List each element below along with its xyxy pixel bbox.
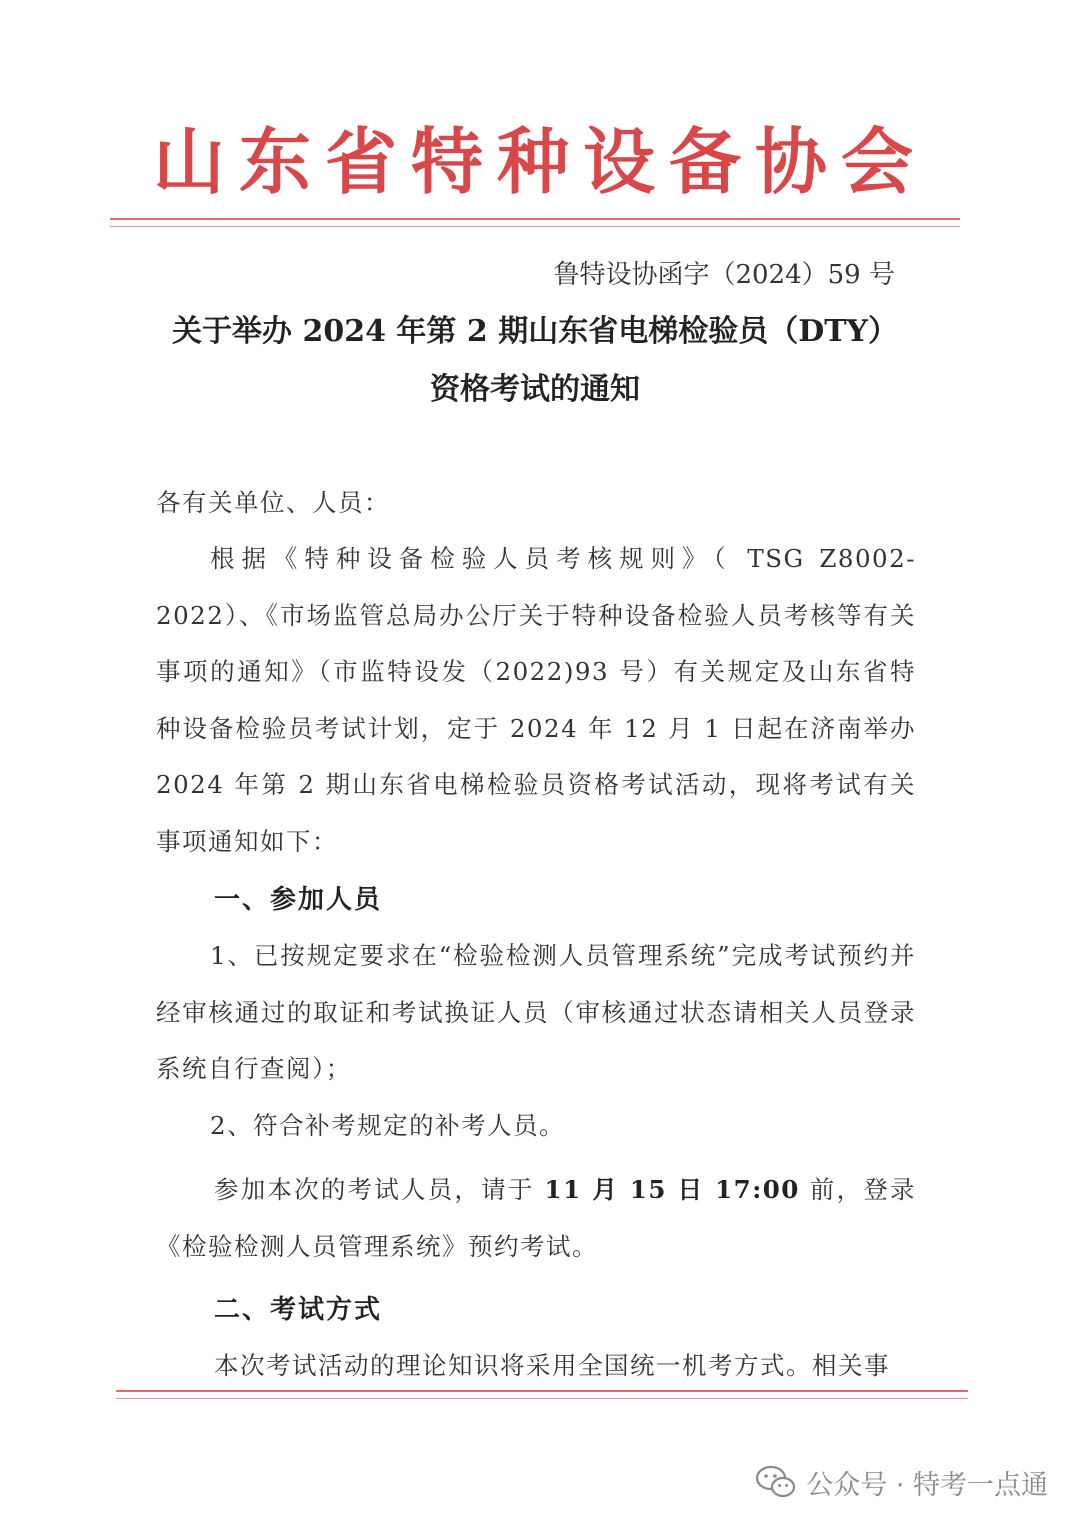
letterhead-rule-bottom: [110, 226, 960, 227]
paragraph-registration: [156, 1162, 916, 1275]
paragraph-exam-method: 本次考试活动的理论知识将采用全国统一机考方式。相关事: [214, 1351, 890, 1380]
section-heading-participants: 一、参加人员: [214, 885, 383, 915]
letterhead-rule-top: [110, 218, 960, 220]
registration-deadline: 11 月 15 日 17:00: [544, 1175, 800, 1204]
registration-text-prefix: 参加本次的考试人员，请于: [214, 1175, 545, 1204]
footer-rule-bottom: [116, 1398, 968, 1399]
document-number: 鲁特设协函字（2024）59 号: [553, 260, 895, 290]
salutation: 各有关单位、人员：: [156, 488, 390, 517]
wechat-icon: [756, 1465, 796, 1499]
footer-rule-top: [116, 1390, 968, 1392]
notice-title-line1: 关于举办 2024 年第 2 期山东省电梯检验员（DTY）: [172, 314, 898, 349]
notice-title-line2: 资格考试的通知: [430, 372, 640, 407]
registration-text-suffix: 前，登录《检验检测人员管理系统》预约考试。: [156, 1175, 916, 1261]
wechat-watermark: [756, 1460, 1048, 1504]
section-heading-exam-method: 二、考试方式: [214, 1295, 383, 1325]
paragraph-intro: 根据《特种设备检验人员考核规则》（ TSG Z8002-2022）、《市场监管总局办公厅关于特种设备检验人员考核等有关事项的通知》（市监特设发（2022)93 号）有关规定及山东省特种设备检验员考试计划，定于 2024 年 12 月 1 日起在济南举办 2024 年第 2 期山东省电梯检验员资格考试活动，现将考试有关事项通知如下：: [156, 544, 916, 856]
list-item-2: 2、符合补考规定的补考人员。: [210, 1111, 566, 1140]
list-item-1: 1、已按规定要求在“检验检测人员管理系统”完成考试预约并经审核通过的取证和考试换证人员（审核通过状态请相关人员登录系统自行查阅）；: [156, 941, 916, 1084]
watermark-text: 公众号 · 特考一点通: [806, 1469, 1048, 1501]
org-letterhead-title: 山东省特种设备协会: [152, 119, 927, 204]
